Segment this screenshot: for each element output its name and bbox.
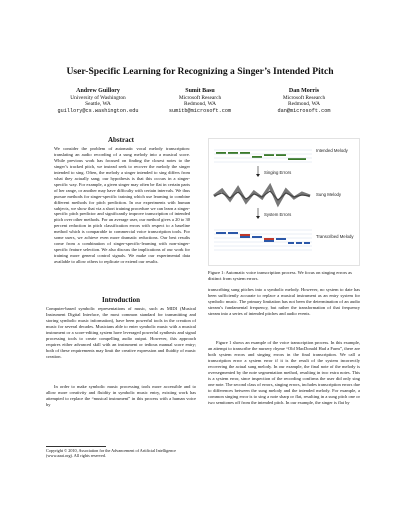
singing-errors-label: Singing Errors	[264, 170, 292, 175]
author-email: guillory@cs.washington.edu	[57, 107, 139, 114]
abstract-heading: Abstract	[107, 136, 135, 144]
system-errors-label: System Errors	[264, 212, 292, 217]
figure-1	[208, 138, 360, 266]
author-affiliation: Microsoft Research	[178, 94, 222, 101]
author-name: Dan Morris	[288, 88, 320, 94]
author-2	[140, 88, 260, 114]
intended-melody-label: Intended Melody	[316, 148, 348, 153]
sung-melody-label: Sung Melody	[316, 192, 342, 197]
footnote-rule	[46, 446, 106, 447]
abstract-text: We consider the problem of automatic vocal melody transcription: translating an audio recording of a sung melody into a musical score. While previous work has focused on finding the closest notes to the singer’s tracked pitch, we instead seek to recover the melody the singer intended to sing. Often, the melody a singer intended to sing differs from what they actually sang; our hypothesis is that this occurs in a singer-specific way. For example, a given singer may often be flat in certain parts of her range, or another may have difficulty with certain intervals. We thus pursue methods for singer-specific training which use learning to combine different methods for pitch prediction. In our experiments with human subjects, we show that via a short training procedure we can learn a singer-specific pitch predictor and significantly improve transcription of intended pitch over other methods. For an average user, our method gives a 20 to 30 percent reduction in pitch classification errors with respect to a baseline method which is comparable to commercial voice transcription tools. For some users, we achieve even more dramatic reductions. Our best results come from a combination of singer-specific-learning with non-singer-specific feature selection. We also discuss the implications of our work for training more general control signals. We make our experimental data available to allow others to replicate or extend our results.	[54, 146, 190, 265]
author-name: Sumit Basu	[185, 88, 215, 94]
paper-title: User-Specific Learning for Recognizing a Singer’s Intended Pitch	[66, 66, 334, 77]
right-paragraph-1: transcribing sung pitches into a symbolic melody. However, no system to date has been sufficiently accurate to replace a musical instrument as an entry system for symbolic music. The primary limitation has not been the determination of an audio stream’s fundamental frequency, but rather the transformation of that frequency stream into a series of intended pitches and audio events.	[208, 287, 360, 316]
figure-1-caption: Figure 1: Automatic voice transcription process. We focus on singing errors as distinct from system errors.	[208, 270, 352, 281]
figure-frame	[209, 139, 360, 266]
author-location: Redmond, WA	[184, 101, 216, 108]
intro-paragraph-2: In order to make symbolic music processing tools more accessible and to allow more creativity and fluidity in symbolic music entry, existing work has attempted to replace the “musical instrument” in this process with a human voice by	[46, 384, 196, 407]
author-3	[244, 88, 364, 114]
copyright-footnote: Copyright © 2010, Association for the Advancement of Artificial Intelligence (www.aaai.org). All rights reserved.	[46, 448, 176, 459]
transcribed-melody-label: Transcribed Melody	[316, 234, 354, 239]
author-name: Andrew Guillory	[76, 88, 120, 94]
author-affiliation: Microsoft Research	[282, 94, 326, 101]
author-email: dan@microsoft.com	[277, 107, 331, 114]
right-paragraph-2: Figure 1 shows an example of the voice transcription process. In this example, an attempt to transcribe the nursery rhyme “Old MacDonald Had a Farm”, there are both system errors and singing errors in the final transcription. We call a transcription error a system error if it is the result of the system incorrectly recovering the actual sung melody. In our example, the final note of the melody is oversegmented by the note segmentation method, resulting in two extra notes. This is a system error, since inspection of the recording confirms the user did only sing one note. The second class of errors, singing errors, includes transcription errors due to differences between the sung melody and the intended melody. For example, a common singing error is to sing a note sharp or flat, resulting in a sung pitch one or two semitones off from the intended pitch. In our example, the singer is flat by	[208, 340, 360, 405]
introduction-heading: Introduction	[102, 296, 140, 304]
author-email: sumitb@microsoft.com	[168, 107, 232, 114]
author-location: Seattle, WA	[85, 101, 111, 108]
author-affiliation: University of Washington	[70, 94, 126, 101]
author-location: Redmond, WA	[288, 101, 320, 108]
intro-paragraph-1: Computer-based symbolic representations of music, such as MIDI (Musical Instrument Digital Interface, the most common standard for transmitting and storing symbolic music information), have been powerful tools in the creation of music for several decades. Musicians able to enter symbolic music with a musical instrument or a score-editing system have leveraged powerful synthesis and signal processing tools to create compelling audio output. However, this approach requires either advanced skill with an instrument or tedious manual score entry; both of these requirements may limit the creative expression and fluidity of music creation.	[46, 306, 196, 359]
